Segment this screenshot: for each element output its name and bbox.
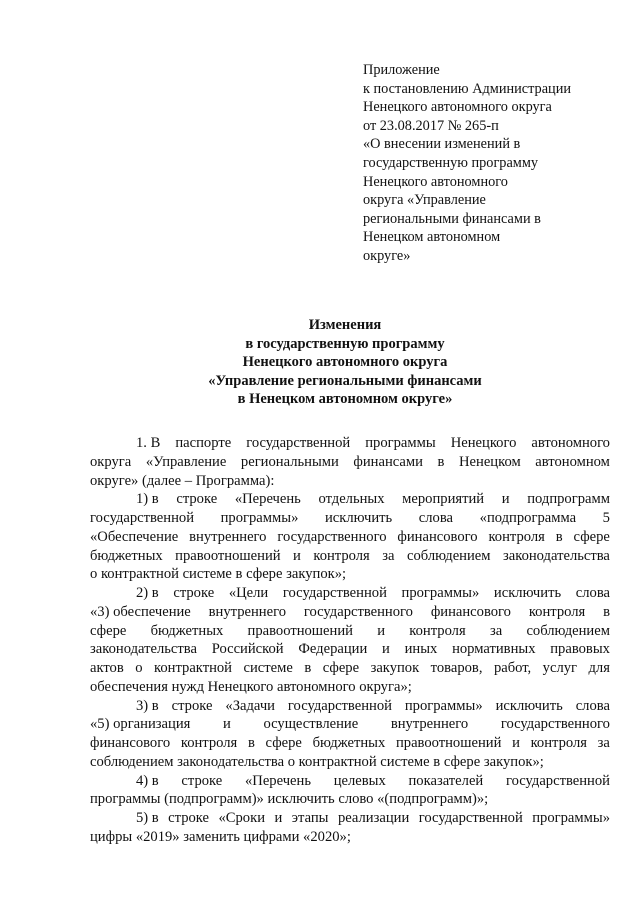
text-line — [90, 434, 610, 453]
word: «3) обеспечение — [90, 603, 191, 620]
word: осуществление — [263, 716, 359, 733]
appendix-line: Ненецкого автономного округа — [363, 99, 552, 116]
word: 5) в — [136, 810, 159, 826]
word: сфере — [573, 528, 610, 545]
word: «5) организация — [90, 716, 191, 733]
word: в — [603, 603, 610, 620]
text-line — [90, 659, 610, 678]
word: округа — [90, 453, 132, 470]
text-line — [90, 809, 610, 828]
text-line — [90, 453, 610, 472]
title-line: «Управление региональными финансами — [208, 372, 482, 389]
word: сфере — [322, 660, 360, 676]
text-line — [90, 584, 610, 603]
word: целевых — [333, 772, 386, 789]
word: нормативных — [452, 641, 536, 658]
word: внутреннего — [390, 716, 469, 733]
word: законодательства — [502, 547, 610, 564]
word: контроля — [409, 622, 466, 639]
word: контроля — [530, 735, 587, 751]
word: исключить — [495, 697, 563, 714]
word: контроля — [313, 547, 370, 564]
word: отдельных — [318, 491, 385, 508]
word: исключить — [324, 510, 393, 526]
word: бюджетных — [312, 735, 386, 751]
word: строке — [168, 810, 210, 826]
word: финансового — [430, 603, 511, 620]
word: государственного — [500, 716, 610, 733]
text-line — [90, 509, 610, 528]
word: программы» — [220, 510, 299, 526]
word: соблюдением — [406, 547, 491, 564]
word: государственной — [246, 435, 351, 451]
appendix-line: от 23.08.2017 № 265-п — [363, 117, 499, 134]
word: правовых — [550, 641, 610, 658]
word: в — [247, 735, 255, 751]
word: и — [274, 810, 283, 826]
word: строке — [176, 491, 218, 508]
text-line — [90, 528, 610, 547]
appendix-line: «О внесении изменений в — [363, 136, 521, 153]
word: сфере — [265, 735, 302, 751]
word: в — [304, 660, 312, 676]
appendix-line: к постановлению Администрации — [363, 80, 572, 97]
word: за — [597, 735, 610, 751]
word: иных — [404, 641, 438, 658]
word: закупок — [370, 660, 420, 676]
appendix-line: региональными финансами в — [363, 210, 541, 227]
word: Ненецком — [459, 453, 521, 470]
word: бюджетных — [90, 547, 163, 564]
word: строке — [173, 585, 215, 601]
word: «Управление — [145, 453, 227, 470]
word: и — [512, 735, 520, 751]
word: автономного — [531, 435, 610, 451]
word: сфере — [90, 622, 127, 639]
word: внутреннего — [189, 528, 267, 545]
text-line: округе» (далее – Программа): — [90, 472, 275, 489]
word: автономном — [535, 453, 610, 470]
word: слова — [575, 697, 610, 714]
text-line: обеспечения нужд Ненецкого автономного округа»; — [90, 678, 412, 695]
appendix-line: Приложение — [363, 62, 440, 78]
word: этапы — [291, 810, 329, 826]
word: государственной — [287, 697, 392, 714]
word: государственной — [90, 510, 195, 526]
text-line — [90, 640, 610, 659]
title-line: в государственную программу — [245, 335, 445, 352]
word: в — [437, 453, 445, 470]
word: финансового — [90, 735, 171, 751]
word: «подпрограмма — [479, 510, 577, 526]
title-line: Изменения — [308, 317, 382, 333]
word: государственного — [303, 603, 413, 620]
text-line — [90, 715, 610, 734]
word: региональными — [240, 453, 339, 470]
word: за — [382, 547, 395, 564]
word: бюджетных — [150, 622, 224, 639]
word: исключить — [493, 585, 562, 601]
text-line — [90, 697, 610, 716]
word: «Перечень — [244, 772, 311, 789]
word: государственного — [277, 528, 387, 545]
word: контроля — [180, 735, 238, 751]
word: строке — [171, 697, 213, 714]
word: Российской — [211, 641, 284, 658]
word: правоотношений — [395, 735, 502, 751]
text-line — [90, 772, 610, 791]
title-line: в Ненецком автономном округе» — [237, 391, 453, 408]
appendix-line: Ненецком автономном — [363, 229, 501, 246]
word: контрактной — [154, 660, 232, 676]
text-line: цифры «2019» заменить цифрами «2020»; — [90, 828, 351, 845]
word: реализации — [337, 810, 410, 826]
word: подпрограмм — [527, 491, 610, 508]
word: о — [135, 660, 143, 676]
word: слова — [575, 585, 610, 601]
word: 4) в — [136, 772, 159, 789]
text-line — [90, 603, 610, 622]
word: программы — [365, 435, 436, 451]
word: «Обеспечение — [90, 528, 179, 545]
word: актов — [90, 660, 124, 676]
word: соблюдением — [526, 622, 610, 639]
word: «Сроки — [218, 810, 266, 826]
word: 1) в — [136, 491, 159, 508]
word: 5 — [602, 510, 610, 526]
word: «Перечень — [234, 491, 301, 508]
document-title — [150, 316, 540, 409]
text-line — [90, 622, 610, 641]
word: Федерации — [298, 641, 368, 658]
appendix-line: округе» — [363, 247, 411, 264]
word: паспорте — [175, 435, 232, 451]
appendix-line: округа «Управление — [363, 192, 486, 209]
word: и — [293, 547, 301, 564]
word: для — [588, 660, 610, 676]
word: государственной — [282, 585, 387, 601]
text-line — [90, 734, 610, 753]
word: за — [489, 622, 503, 639]
document-body — [90, 434, 610, 847]
title-line: Ненецкого автономного округа — [242, 354, 448, 371]
word: финансового — [397, 528, 478, 545]
word: программы» — [401, 585, 480, 601]
word: в — [555, 528, 563, 545]
word: системе — [243, 660, 293, 676]
text-line: соблюдением законодательства о контрактной системе в сфере закупок»; — [90, 753, 544, 770]
word: и — [382, 641, 390, 658]
word: 3) в — [136, 697, 159, 714]
word: 1. В — [136, 435, 161, 451]
text-line — [90, 490, 610, 509]
word: слова — [418, 510, 454, 526]
word: программы» — [532, 810, 610, 826]
word: работ, — [493, 660, 532, 676]
word: и — [223, 716, 231, 733]
text-line: программы (подпрограмм)» исключить слово «(подпрограмм)»; — [90, 791, 489, 808]
word: внутреннего — [208, 603, 286, 620]
word: товаров, — [430, 660, 483, 676]
word: государственной — [505, 772, 610, 789]
word: показателей — [408, 772, 484, 789]
word: и — [501, 491, 510, 508]
word: «Цели — [228, 585, 269, 601]
word: Ненецкого — [450, 435, 517, 451]
appendix-block — [363, 61, 613, 266]
text-line: о контрактной системе в сфере закупок»; — [90, 566, 347, 583]
word: 2) в — [136, 585, 159, 601]
word: законодательства — [90, 641, 197, 658]
word: строке — [181, 772, 223, 789]
word: контроля — [488, 528, 545, 545]
appendix-line: государственную программу — [363, 154, 539, 171]
word: «Задачи — [225, 697, 275, 714]
word: финансами — [353, 453, 423, 470]
word: правоотношений — [247, 622, 353, 639]
word: и — [377, 622, 386, 639]
text-line — [90, 547, 610, 566]
word: услуг — [542, 660, 578, 676]
word: государственной — [418, 810, 523, 826]
word: контроля — [528, 603, 586, 620]
word: программы» — [404, 697, 483, 714]
word: мероприятий — [402, 491, 485, 508]
word: правоотношений — [175, 547, 281, 564]
appendix-line: Ненецкого автономного — [363, 173, 508, 190]
